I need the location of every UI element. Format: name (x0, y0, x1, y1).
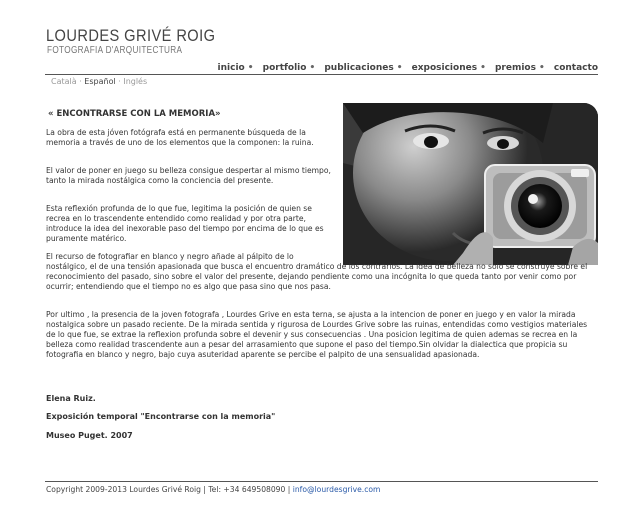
nav-separator: • (396, 63, 403, 73)
nav-separator: • (309, 63, 316, 73)
photographer-portrait-image (343, 103, 598, 265)
article-paragraph: Por ultimo , la presencia de la joven fotografa , Lourdes Grive en esta terna, se ajusta a la intencion de poner en juego y en valor la mirada nostalgica sobre un pasado reciente. De la mirada sentida y rigurosa de Lourdes Grive sobre las ruinas, entendidas como vestigios materiales de lo que fue, se extrae la reflexion profunda sobre el devenir y sus consecuencias . Una posicion legitima de quien ademas se recrea en la belleza como realidad trascendente aun a pesar del arrasamiento que supone el paso del tiempo.Sin olvidar la dialectica que propicia su fotografia en blanco y negro, bajo cuya asuteridad aparente se percibe el palpito de una sensualidad apasionada. (46, 310, 588, 359)
lang-separator: · (79, 77, 82, 86)
lang-espanol[interactable]: Español (84, 77, 116, 86)
header-divider (45, 74, 598, 75)
lang-ingles[interactable]: Inglés (123, 77, 148, 86)
exhibition-name: Exposición temporal "Encontrarse con la memoria" (46, 412, 276, 421)
nav-separator: • (480, 63, 486, 73)
footer-copyright: Copyright 2009-2013 Lourdes Grivé Roig | Tel: +34 649508090 | (46, 485, 293, 494)
nav-contacto[interactable]: contacto (553, 63, 598, 73)
footer-email-link[interactable]: info@lourdesgrive.com (292, 485, 381, 494)
language-selector (51, 77, 147, 86)
article-author: Elena Ruiz. (46, 394, 96, 403)
nav-separator: • (538, 63, 545, 73)
exhibition-venue: Museo Puget. 2007 (46, 431, 133, 440)
nav-publicaciones[interactable]: publicaciones (324, 63, 394, 73)
main-nav (218, 63, 598, 73)
article-title: « ENCONTRARSE CON LA MEMORIA» (48, 109, 221, 119)
lang-separator: · (118, 77, 121, 86)
lang-catala[interactable]: Català (51, 77, 77, 86)
nav-separator: • (247, 63, 254, 73)
footer (46, 485, 380, 494)
article-paragraph-text: El recurso de fotografiar en blanco y negro añade al pálpito de lo nostálgico, el de una tensión apasionada que busca el encuentro dramático de los contrarios. La idea de belleza no sólo se construye sobre el reconocimiento del pasado, sino sobre el valor del presente, dejando pendiente como una incógnita lo que queda tanto por venir como por ocurrir; entendiendo que el tiempo no es algo que pasa sino que nos pasa. (46, 252, 588, 291)
portrait-photo-graphic (343, 103, 598, 265)
article-paragraph: El valor de poner en juego su belleza consigue despertar al mismo tiempo, tanto la mirada nostálgica como la conciencia del presente. (46, 166, 331, 185)
article-paragraph (46, 252, 598, 292)
nav-portfolio[interactable]: portfolio (262, 63, 307, 73)
article-paragraph: Esta reflexión profunda de lo que fue, legitima la posición de quien se recrea en lo trascendente entendido como realidad y por otra parte, introduce la idea del inexorable paso del tiempo por encima de lo que es puramente matérico. (46, 204, 324, 243)
nav-exposiciones[interactable]: exposiciones (411, 63, 478, 73)
site-logo-name[interactable]: LOURDES GRIVÉ ROIG (46, 26, 216, 45)
footer-divider (45, 481, 598, 482)
article-paragraph: La obra de esta jóven fotógrafa está en permanente búsqueda de la memoria a través de uno de los elementos que la componen: la ruina. (46, 128, 314, 147)
nav-premios[interactable]: premios (494, 63, 536, 73)
nav-inicio[interactable]: inicio (217, 63, 245, 73)
site-logo-subtitle: FOTOGRAFIA D'ARQUITECTURA (47, 45, 183, 56)
